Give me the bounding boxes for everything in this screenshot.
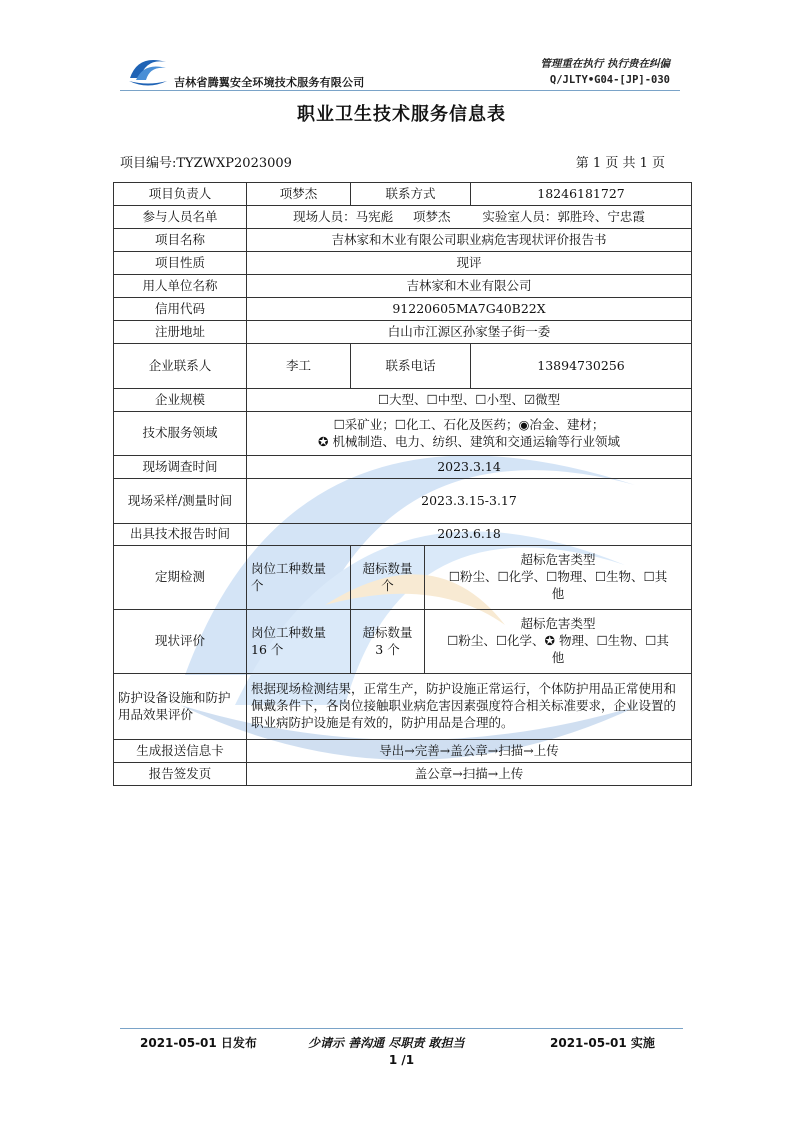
table-row: [114, 252, 692, 275]
hazard-type-end: 他: [551, 585, 565, 601]
hazard-type-end: 他: [551, 649, 565, 665]
cell-value: ☐大型、☐中型、☐小型、☑微型: [247, 389, 692, 412]
cell-value: [247, 412, 692, 456]
footer-motto: 少请示 善沟通 尽职责 敢担当: [308, 1036, 465, 1050]
row-label: 企业规模: [114, 389, 247, 412]
exceed-count-cell: 超标数量 个: [351, 546, 425, 610]
row-label: 生成报送信息卡: [114, 740, 247, 763]
cell-value: 吉林家和木业有限公司: [247, 275, 692, 298]
post-count-cell: 岗位工种数量 16 个: [247, 610, 351, 674]
row-label: 技术服务领域: [114, 412, 247, 456]
row-label: 参与人员名单: [114, 206, 247, 229]
row-label: 现场调查时间: [114, 456, 247, 479]
cell-value: 2023.3.15-3.17: [247, 479, 692, 524]
table-row: [114, 206, 692, 229]
post-count-cell: 岗位工种数量 个: [247, 546, 351, 610]
table-row: [114, 674, 692, 740]
hazard-type-title: 超标危害类型: [520, 616, 596, 632]
cell-value: 根据现场检测结果，正常生产，防护设施正常运行，个体防护用品正常使用和佩戴条件下，各岗位接触职业病危害因素强度符合相关标准要求，企业设置的职业病防护设施是有效的，防护用品是合理的。: [247, 674, 692, 740]
row-label: 报告签发页: [114, 763, 247, 786]
row-label: 防护设备设施和防护用品效果评价: [114, 674, 247, 740]
cell-value: 盖公章→扫描→上传: [247, 763, 692, 786]
page-header: [120, 50, 680, 100]
cell-value: 现评: [247, 252, 692, 275]
table-row: [114, 275, 692, 298]
table-row: [114, 610, 692, 674]
page-info: 第 1 页 共 1 页: [575, 156, 665, 171]
table-row: [114, 524, 692, 546]
table-row: [114, 321, 692, 344]
cell-value: 13894730256: [471, 344, 692, 389]
cell-value: 2023.3.14: [247, 456, 692, 479]
hazard-type-cell: [425, 610, 692, 674]
service-field-line-1: ☐采矿业；☐化工、石化及医药；◉冶金、建材；: [333, 416, 605, 432]
company-logo-icon: [128, 52, 168, 88]
hazard-type-options: ☐粉尘、☐化学、☐物理、☐生物、☐其: [448, 569, 668, 585]
row-label: 项目名称: [114, 229, 247, 252]
hazard-type-options: ☐粉尘、☐化学、✪ 物理、☐生物、☐其: [447, 633, 669, 649]
row-label: 注册地址: [114, 321, 247, 344]
row-label: 用人单位名称: [114, 275, 247, 298]
cell-value: 现场人员：马宪彪 项梦杰 实验室人员：郭胜玲、宁忠霞: [247, 206, 692, 229]
row-label: 联系方式: [351, 183, 471, 206]
row-label: 项目性质: [114, 252, 247, 275]
document-number: Q/JLTY•G04-[JP]-030: [549, 74, 670, 86]
row-label: 定期检测: [114, 546, 247, 610]
project-number: 项目编号:TYZWXP2023009: [120, 156, 292, 171]
table-row: [114, 479, 692, 524]
cell-value: 18246181727: [471, 183, 692, 206]
table-row: [114, 298, 692, 321]
table-row: [114, 229, 692, 252]
info-table: [113, 182, 692, 786]
exceed-count-cell: 超标数量 3 个: [351, 610, 425, 674]
header-divider: [120, 90, 680, 91]
cell-value: 白山市江源区孙家堡子街一委: [247, 321, 692, 344]
table-row: [114, 412, 692, 456]
row-label: 联系电话: [351, 344, 471, 389]
row-label: 信用代码: [114, 298, 247, 321]
table-row: [114, 344, 692, 389]
row-label: 现状评价: [114, 610, 247, 674]
page-number: 1 /1: [388, 1053, 415, 1067]
service-field-line-2: ✪ 机械制造、电力、纺织、建筑和交通运输等行业领域: [318, 433, 620, 449]
page-title: 职业卫生技术服务信息表: [297, 104, 506, 125]
header-slogan: 管理重在执行 执行贵在纠偏: [540, 58, 670, 70]
cell-value: 导出→完善→盖公章→扫描→上传: [247, 740, 692, 763]
issue-date: 2021-05-01 日发布: [140, 1036, 257, 1050]
row-label: 现场采样/测量时间: [114, 479, 247, 524]
table-row: [114, 763, 692, 786]
cell-value: 吉林家和木业有限公司职业病危害现状评价报告书: [247, 229, 692, 252]
cell-value: 2023.6.18: [247, 524, 692, 546]
table-row: [114, 456, 692, 479]
row-label: 出具技术报告时间: [114, 524, 247, 546]
table-row: [114, 389, 692, 412]
row-label: 项目负责人: [114, 183, 247, 206]
cell-value: 91220605MA7G40B22X: [247, 298, 692, 321]
table-row: [114, 546, 692, 610]
hazard-type-cell: [425, 546, 692, 610]
cell-value: 项梦杰: [247, 183, 351, 206]
footer-divider: [120, 1028, 683, 1029]
hazard-type-title: 超标危害类型: [520, 552, 596, 568]
table-row: [114, 740, 692, 763]
table-row: [114, 183, 692, 206]
cell-value: 李工: [247, 344, 351, 389]
effective-date: 2021-05-01 实施: [550, 1036, 655, 1050]
row-label: 企业联系人: [114, 344, 247, 389]
company-name: 吉林省腾翼安全环境技术服务有限公司: [174, 76, 365, 89]
